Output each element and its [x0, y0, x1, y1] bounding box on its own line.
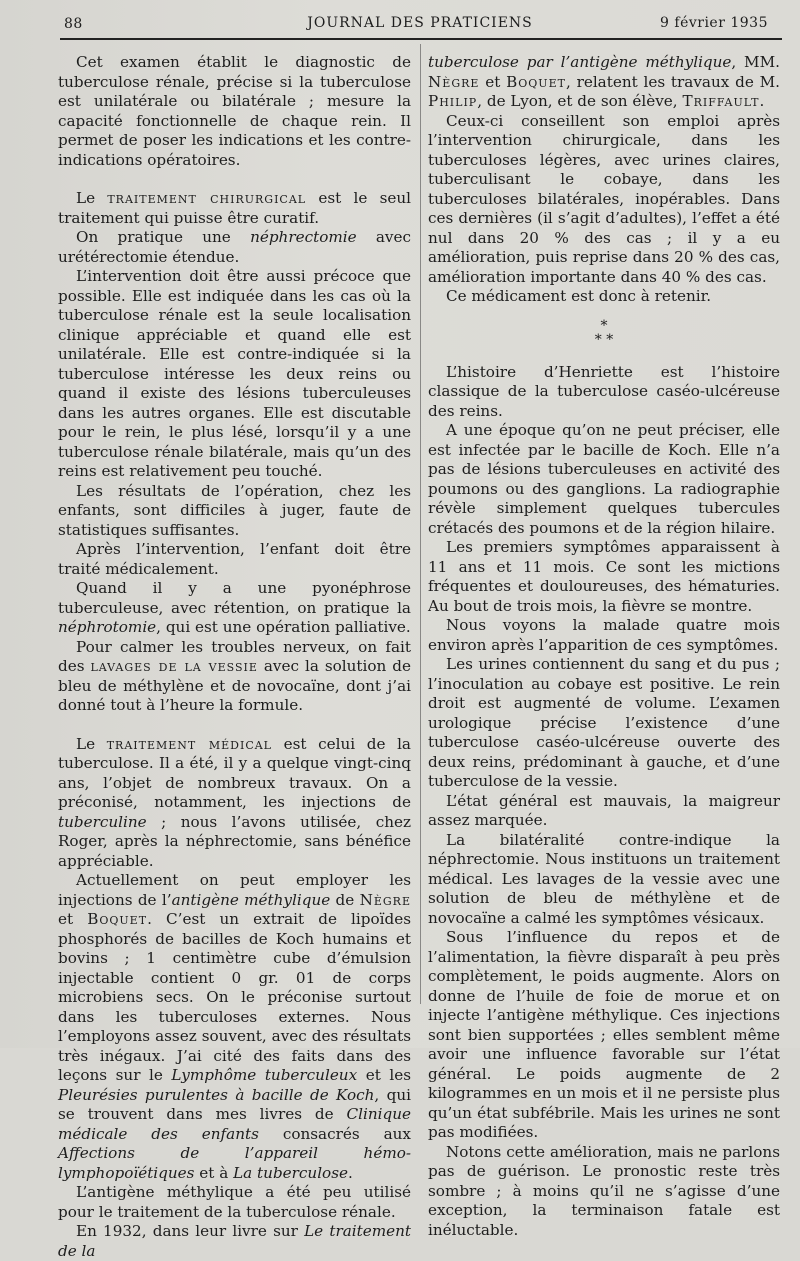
paragraph: On pratique une néphrectomie avec urétérectomie étendue.	[58, 228, 411, 266]
paragraph: Nous voyons la malade quatre mois environ après l’apparition de ces symptômes.	[428, 616, 780, 654]
paragraph: tuberculose par l’antigène méthylique, MM. Nègre et Boquet, relatent les travaux de M. Philip, de Lyon, et de son élève, Triffault.	[428, 53, 781, 110]
paragraph: Après l’intervention, l’enfant doit être traité médicalement.	[58, 540, 411, 578]
paragraph: L’état général est mauvais, la maigreur assez marquée.	[428, 791, 780, 829]
paragraph: En 1932, dans leur livre sur Le traitement de la	[58, 1222, 411, 1260]
page-header	[60, 14, 780, 36]
column-divider	[420, 44, 421, 1004]
page-number: 88	[64, 16, 83, 32]
paragraph: Le traitement chirurgical est le seul traitement qui puisse être curatif.	[58, 189, 411, 227]
paragraph: Cet examen établit le diagnostic de tuberculose rénale, précise si la tuberculose est unilatérale ou bilatérale ; mesure la capacité fonctionnelle de chaque rein. Il permet de poser les indications et les contre-indications opératoires.	[58, 53, 411, 169]
paragraph: Ce médicament est donc à retenir.	[446, 287, 712, 305]
left-column	[58, 53, 411, 1261]
paragraph: A une époque qu’on ne peut préciser, elle est infectée par le bacille de Koch. Elle n’a pas de lésions tuberculeuses en activité des poumons ou des ganglions. La radiographie révèle simplement quelques tubercules crétacés des poumons et de la région hilaire.	[428, 421, 780, 537]
paragraph: Sous l’influence du repos et de l’alimentation, la fièvre disparaît à peu près complètement, le poids augmente. Alors on donne de l’huile de foie de morue et on injecte l’antigène méthylique. Ces injections sont bien supportées ; elles semblent même avoir une influence favorable sur l’état général. Le poids augmente de 2 kilogrammes en un mois et il ne persiste plus qu’un état subfébrile. Mais les urines ne sont pas modifiées.	[428, 928, 780, 1141]
journal-title: JOURNAL DES PRATICIENS	[307, 15, 533, 31]
right-column	[428, 53, 780, 1240]
paragraph: Le traitement médical est celui de la tuberculose. Il a été, il y a quelque vingt-cinq ans, l’objet de nombreux travaux. On a préconisé, notamment, les injections de tuberculine ; nous l’avons utilisée, chez Roger, après la néphrectomie, sans bénéfice appréciable.	[58, 734, 411, 870]
paragraph: La bilatéralité contre-indique la néphrectomie. Nous instituons un traitement médical. Les lavages de la vessie avec une solution de bleu de méthylène et de novocaïne a calmé les symptômes vésicaux.	[428, 830, 780, 927]
paragraph: Actuellement on peut employer les injections de l’antigène méthylique de Nègre et Boquet. C’est un extrait de lipoïdes phosphorés de bacilles de Koch humains et bovins ; 1 centimètre cube d’émulsion injectable contient 0 gr. 01 de corps microbiens secs. On le préconise surtout dans les tuberculoses externes. Nous l’employons assez souvent, avec des résultats très inégaux. J’ai cité des faits dans des leçons sur le Lymphôme tuberculeux et les Pleurésies purulentes à bacille de Koch, qui se trouvent dans mes livres de Clinique médicale des enfants consacrés aux Affections de l’appareil hémo-lymphopoïétiques et à La tuberculose.	[58, 871, 412, 1182]
paragraph: Pour calmer les troubles nerveux, on fait des lavages de la vessie avec la solution de bleu de méthylène et de novocaïne, dont j’ai donné tout à l’heure la formule.	[58, 637, 411, 714]
paragraph: L’antigène méthylique a été peu utilisé pour le traitement de la tuberculose rénale.	[58, 1183, 411, 1221]
paragraph: Les résultats de l’opération, chez les enfants, sont difficiles à juger, faute de statistiques suffisantes.	[58, 481, 411, 539]
paragraph: Ceux-ci conseillent son emploi après l’intervention chirurgicale, dans les tuberculoses légères, avec urines claires, tuberculisant le cobaye, dans les tuberculoses bilatérales, inopérables. Dans ces dernières (il s’agit d’adultes), l’effet a été nul dans 20 % des cas ; il y a eu amélioration, puis reprise dans 20 % des cas, amélioration importante dans 40 % des cas.	[428, 111, 780, 286]
asterisk-top: *	[600, 317, 608, 334]
issue-date: 9 février 1935	[660, 15, 768, 31]
paragraph: Quand il y a une pyonéphrose tuberculeuse, avec rétention, on pratique la néphrotomie, qui est une opération palliative.	[58, 579, 411, 636]
paragraph: Les urines contiennent du sang et du pus ; l’inoculation au cobaye est positive. Le rein droit est augmenté de volume. L’examen urologique précise l’existence d’une tuberculose caséo-ulcéreuse ouverte des deux reins, prédominant à gauche, et d’une tuberculose de la vessie.	[428, 655, 780, 790]
paragraph: Notons cette amélioration, mais ne parlons pas de guérison. Le pronostic reste très sombre ; à moins qu’il ne s’agisse d’une exception, la terminaison fatale est inéluctable.	[428, 1142, 780, 1239]
paragraph: Les premiers symptômes apparaissent à 11 ans et 11 mois. Ce sont les mictions fréquentes et douloureuses, des hématuries. Au bout de trois mois, la fièvre se montre.	[428, 538, 780, 615]
paragraph: L’intervention doit être aussi précoce que possible. Elle est indiquée dans les cas où la tuberculose rénale est la seule localisation clinique appréciable et quand elle est unilatérale. Elle est contre-indiquée si la tuberculose intéresse les deux reins ou quand il existe des lésions tuberculeuses dans les autres organes. Elle est discutable pour le rein, le plus lésé, lorsqu’il y a une tuberculose rénale bilatérale, mais qu’un des reins est relativement peu touché.	[58, 267, 411, 480]
header-rule	[60, 38, 782, 40]
paragraph: L’histoire d’Henriette est l’histoire classique de la tuberculose caséo-ulcéreuse des reins.	[428, 362, 780, 420]
section-separator	[428, 319, 780, 347]
asterisk-bottom: * *	[594, 331, 614, 348]
